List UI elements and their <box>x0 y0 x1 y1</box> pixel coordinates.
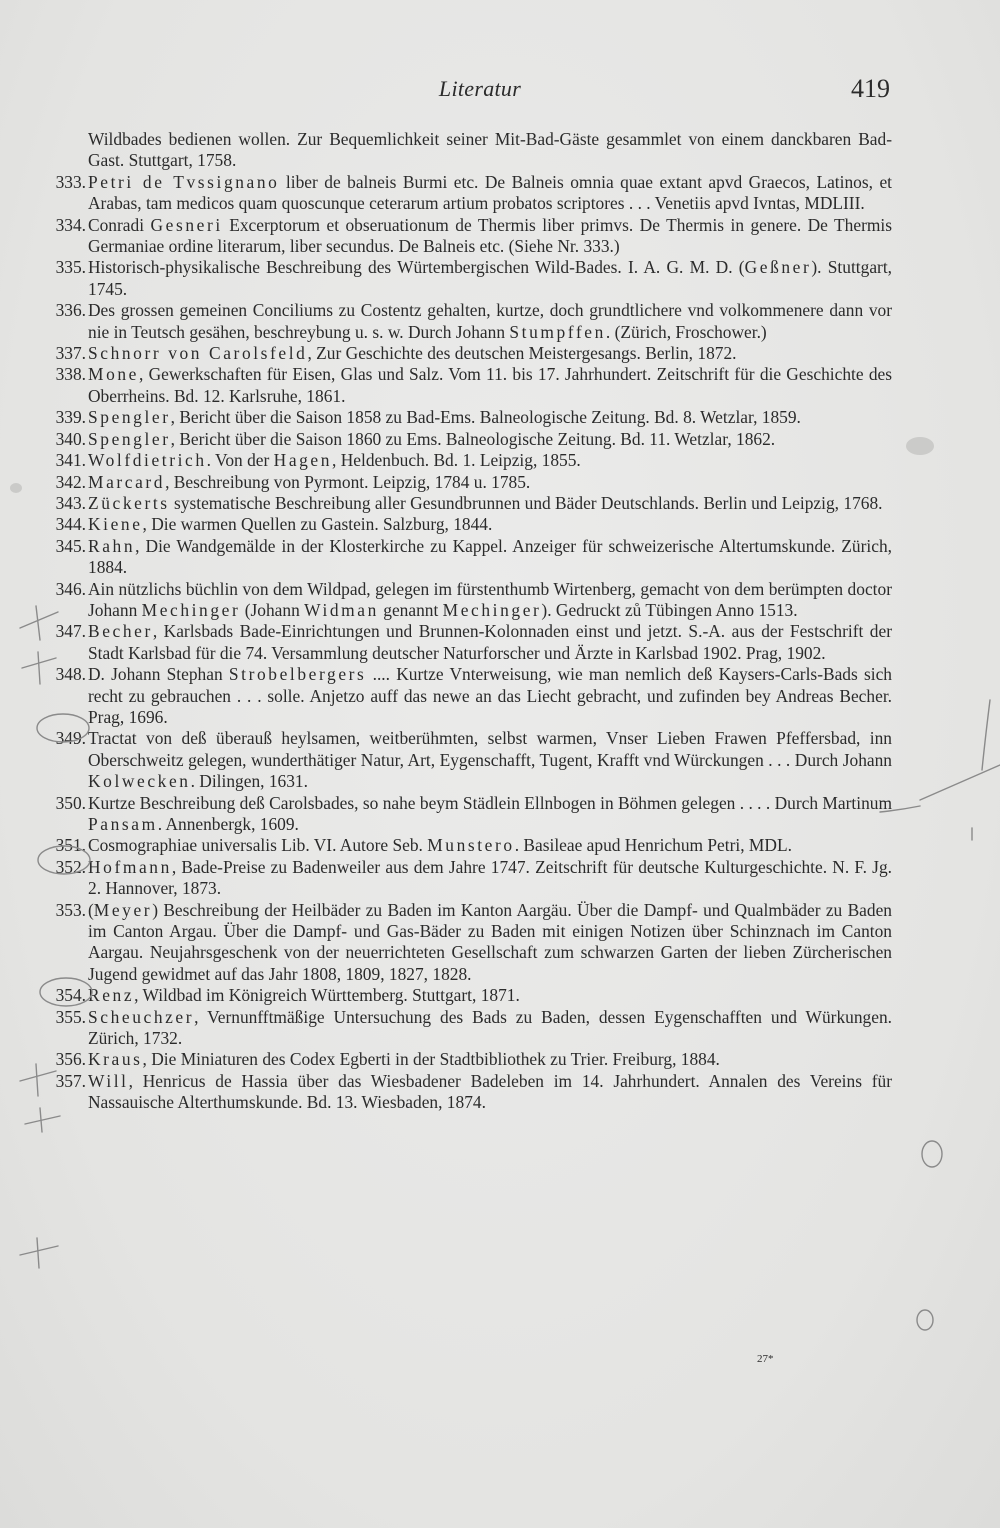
bibliography-entry <box>40 493 892 514</box>
entry-number: 336. <box>55 300 86 321</box>
entry-text: , Die Miniaturen des Codex Egberti in der Stadtbibliothek zu Trier. Freiburg, 1884. <box>142 1049 720 1070</box>
entry-number: 341. <box>55 450 86 471</box>
entry-text: . Annenbergk, 1609. <box>157 814 299 834</box>
bibliography-entry <box>40 1049 892 1070</box>
bibliography-entry <box>40 664 892 728</box>
entry-text: genannt <box>378 599 443 620</box>
entry-number: 339. <box>55 407 86 428</box>
entry-author: Becher <box>88 621 153 642</box>
entry-number: 333. <box>55 171 86 192</box>
entry-author: Schnorr von Carolsfeld <box>88 343 308 364</box>
entry-number: 338. <box>55 364 86 385</box>
bibliography-entry <box>40 728 892 792</box>
entry-number: 342. <box>55 471 86 492</box>
entry-number: 344. <box>55 514 86 535</box>
entry-text: , Die warmen Quellen zu Gastein. Salzburg, 1844. <box>142 514 493 535</box>
entry-text: .... Kurtze Vnterweisung, wie man nemlich deß Kaysers-Carls-Bads sich recht zu gebrauchen . . . solle. Anjetzo auff das newe an das Liecht gebracht, und zufinden bey Andreas Becher. Prag, 1696. <box>88 664 892 727</box>
entry-text: , Beschreibung von Pyrmont. Leipzig, 1784 u. 1785. <box>165 471 531 492</box>
signature-mark: 27* <box>757 1353 774 1365</box>
bibliography-entry <box>40 536 892 579</box>
bibliography-list <box>40 129 892 1114</box>
bibliography-entry <box>40 215 892 258</box>
continuation-text: Wildbades bedienen wollen. Zur Bequemlichkeit seiner Mit-Bad-Gäste gesammlet von einem danckbaren Bad-Gast. Stuttgart, 1758. <box>88 129 892 171</box>
entry-text: ). Gedruckt zů Tübingen Anno 1513. <box>541 599 798 620</box>
entry-text: Excerptorum et obseruationum de Thermis liber primvs. De Thermis in genere. De Thermis Germaniae ordine literarum, liber secundus. De Balneis etc. (Siehe Nr. 333.) <box>88 214 892 257</box>
entry-text: , Karlsbads Bade-Einrichtungen und Brunnen-Kolonnaden einst und jetzt. S.-A. aus der Festschrift der Stadt Karlsbad für die 74. Versammlung deutscher Naturforscher und Ärzte in Karlsbad 1902. Prag, 1902. <box>88 621 892 663</box>
entry-number: 343. <box>55 492 86 513</box>
entry-author: Mechinger <box>442 599 542 620</box>
entry-author: Meyer <box>93 899 153 920</box>
bibliography-entry <box>40 450 892 471</box>
bibliography-entry <box>40 835 892 856</box>
entry-author: Strobelbergers <box>228 664 367 685</box>
entry-author: Wolfdietrich <box>88 450 207 471</box>
bibliography-entry <box>40 857 892 900</box>
entry-text: ) Beschreibung der Heilbäder zu Baden im Kanton Aargäu. Über die Dampf- und Qualmbäder zu Baden im Canton Argau. Über die Dampf- und Gas-Bäder zu Baden mit einigen Notizen über Schinznach im Canton Aargau. Neujahrsgeschenk von der neuerrichteten Gesellschaft zum schwarzen Garten der lieben Zürcherischen Jugend gewidmet auf das Jahr 1808, 1809, 1827, 1828. <box>88 899 892 984</box>
entry-number: 346. <box>55 578 86 599</box>
entry-text: , Heldenbuch. Bd. 1. Leipzig, 1855. <box>332 450 581 471</box>
entry-author: Mechinger <box>141 599 241 620</box>
entry-author: Munstero <box>427 835 515 856</box>
entry-text: , Henricus de Hassia über das Wiesbadener Badeleben im 14. Jahrhundert. Annalen des Vereins für Nassauische Alterthumskunde. Bd. 13. Wiesbaden, 1874. <box>88 1070 892 1113</box>
entry-number: 349. <box>55 728 86 749</box>
entry-author: Will <box>88 1070 129 1091</box>
entry-number: 356. <box>55 1049 86 1070</box>
entry-number: 354. <box>55 985 86 1006</box>
entries-container <box>40 172 892 1114</box>
bibliography-entry <box>40 1071 892 1114</box>
entry-text: Cosmographiae universalis Lib. VI. Autore Seb. <box>88 835 428 856</box>
page-number: 419 <box>851 74 890 103</box>
entry-text: , Die Wandgemälde in der Klosterkirche zu Kappel. Anzeiger für schweizerische Altertumskunde. Zürich, 1884. <box>88 535 892 578</box>
entry-text: (Johann <box>240 599 305 620</box>
entry-text: ). Stuttgart, 1745. <box>88 257 893 299</box>
entry-author: Kraus <box>88 1049 143 1070</box>
running-header-title: Literatur <box>438 76 522 101</box>
bibliography-entry <box>40 514 892 535</box>
entry-number: 350. <box>55 792 86 813</box>
entry-number: 348. <box>55 664 86 685</box>
entry-number: 340. <box>55 428 86 449</box>
entry-text: , Bade-Preise zu Badenweiler aus dem Jahre 1747. Zeitschrift für deutsche Kulturgeschichte. N. F. Jg. 2. Hannover, 1873. <box>88 856 892 899</box>
entry-text: Tractat von deß überauß heylsamen, weitberühmten, selbst warmen, Vnser Lieben Frawen Pfeffersbad, inn Oberschweitz gelegen, wunderthätiger Natur, Art, Eygenschafft, Tugent, Krafft vnd Würckungen . . . Durch Johann <box>88 728 892 770</box>
entry-author: Kolwecken <box>88 771 191 792</box>
bibliography-entry <box>40 343 892 364</box>
entry-number: 357. <box>55 1070 86 1091</box>
bibliography-entry <box>40 257 892 300</box>
entry-text: . Dilingen, 1631. <box>190 771 308 792</box>
entry-number: 334. <box>55 214 86 235</box>
entry-text: , Bericht über die Saison 1858 zu Bad-Ems. Balneologische Zeitung. Bd. 8. Wetzlar, 1859. <box>170 407 801 428</box>
entry-author: Hagen <box>273 450 333 471</box>
entry-text: , Zur Geschichte des deutschen Meistergesangs. Berlin, 1872. <box>307 343 737 364</box>
entry-author: Geßner <box>744 257 812 278</box>
entry-text: Historisch-physikalische Beschreibung des Würtembergischen Wild-Bades. I. A. G. M. D. ( <box>88 257 745 278</box>
entry-text: D. Johann Stephan <box>88 664 229 685</box>
entry-text: Conradi <box>88 214 151 235</box>
entry-text: , Bericht über die Saison 1860 zu Ems. Balneologische Zeitung. Bd. 11. Wetzlar, 1862. <box>170 428 776 449</box>
bibliography-entry <box>40 793 892 836</box>
entry-text: systematische Beschreibung aller Gesundbrunnen und Bäder Deutschlands. Berlin und Leipzig, 1768. <box>169 492 883 513</box>
continuation-paragraph <box>40 129 892 172</box>
bibliography-entry <box>40 300 892 343</box>
entry-text: . (Zürich, Froschower.) <box>605 321 767 342</box>
entry-author: Hofmann <box>88 856 172 877</box>
bibliography-entry <box>40 1007 892 1050</box>
entry-author: Kiene <box>88 514 143 535</box>
entry-number: 355. <box>55 1006 86 1027</box>
entry-number: 345. <box>55 535 86 556</box>
entry-author: Spengler <box>88 407 171 428</box>
entry-text: Ain nützlichs büchlin von dem Wildpad, gelegen im fürstenthumb Wirtenberg, gemacht von dem berümpten doctor Johann <box>88 578 892 620</box>
entry-author: Widman <box>304 599 379 620</box>
entry-author: Zückerts <box>88 492 170 513</box>
bibliography-entry <box>40 429 892 450</box>
entry-author: Petri de Tvssignano <box>88 171 280 192</box>
entry-author: Gesneri <box>150 214 223 235</box>
entry-text: , Gewerkschaften für Eisen, Glas und Salz. Vom 11. bis 17. Jahrhundert. Zeitschrift für die Geschichte des Oberrheins. Bd. 12. Karlsruhe, 1861. <box>88 364 892 406</box>
entry-number: 352. <box>55 856 86 877</box>
bibliography-entry <box>40 985 892 1006</box>
entry-number: 351. <box>55 835 86 856</box>
bibliography-entry <box>40 621 892 664</box>
entry-author: Pansam <box>88 814 158 834</box>
entry-number: 353. <box>55 899 86 920</box>
entry-author: Renz <box>88 985 135 1006</box>
entry-author: Mone <box>88 364 139 385</box>
entry-text: ( <box>88 899 94 920</box>
bibliography-entry <box>40 472 892 493</box>
entry-author: Spengler <box>88 428 171 449</box>
entry-text: . Von der <box>206 450 274 471</box>
bibliography-entry <box>40 900 892 986</box>
entry-text: , Wildbad im Königreich Württemberg. Stuttgart, 1871. <box>134 985 520 1006</box>
entry-text: liber de balneis Burmi etc. De Balneis omnia quae extant apvd Graecos, Latinos, et Arabas, tam medicos quam quoscunque ceterarum artium probatos scriptores . . . Venetiis apvd Ivntas, MDLIII. <box>88 171 892 214</box>
entry-author: Scheuchzer <box>88 1006 195 1027</box>
entry-text: , Vernunfftmäßige Untersuchung des Bads zu Baden, dessen Eygenschafften und Würkungen. Zürich, 1732. <box>88 1006 892 1049</box>
entry-author: Rahn <box>88 535 136 556</box>
entry-author: Marcard <box>88 471 166 492</box>
entry-text: Kurtze Beschreibung deß Carolsbades, so nahe beym Städlein Ellnbogen in Böhmen gelegen . . . . Durch Martinum <box>88 792 892 813</box>
bibliography-entry <box>40 579 892 622</box>
bibliography-entry <box>40 364 892 407</box>
entry-number: 337. <box>55 343 86 364</box>
entry-author: Stumpffen <box>509 321 606 342</box>
bibliography-entry <box>40 172 892 215</box>
bibliography-entry <box>40 407 892 428</box>
entry-number: 335. <box>55 257 86 278</box>
entry-text: Des grossen gemeinen Conciliums zu Costentz gehalten, kurtze, doch grundtlichere vnd volkommenere dann vor nie in Teutsch gesähen, beschreybung u. s. w. Durch Johann <box>88 300 892 342</box>
entry-text: . Basileae apud Henrichum Petri, MDL. <box>514 835 792 856</box>
entry-number: 347. <box>55 621 86 642</box>
